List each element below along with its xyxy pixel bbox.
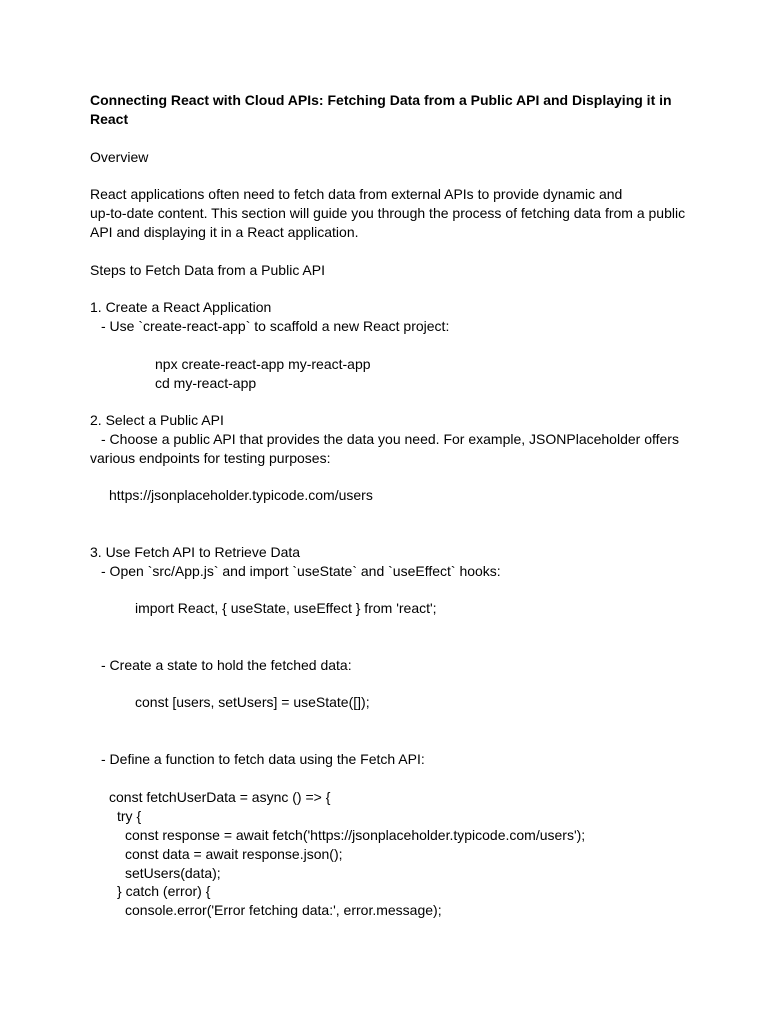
steps-heading: Steps to Fetch Data from a Public API	[90, 262, 325, 278]
overview-heading: Overview	[90, 149, 149, 165]
document-title-line-1: Connecting React with Cloud APIs: Fetching Data from a Public API and Displaying it in	[90, 92, 672, 108]
step-3-bullet-1: - Open `src/App.js` and import `useState` and `useEffect` hooks:	[101, 563, 501, 579]
code-line: const fetchUserData = async () => {	[109, 789, 331, 805]
step-3-bullet-3: - Define a function to fetch data using the Fetch API:	[101, 751, 425, 767]
step-1-bullet: - Use `create-react-app` to scaffold a new React project:	[101, 318, 450, 334]
code-line: const data = await response.json();	[125, 846, 343, 862]
step-1-command-1: npx create-react-app my-react-app	[155, 356, 371, 372]
overview-paragraph-line-1: React applications often need to fetch data from external APIs to provide dynamic and	[90, 186, 623, 202]
step-3-code-import: import React, { useState, useEffect } from 'react';	[135, 600, 437, 616]
step-2-bullet-line-2: various endpoints for testing purposes:	[90, 450, 331, 466]
step-1-title: 1. Create a React Application	[90, 299, 272, 315]
overview-paragraph-line-2: up-to-date content. This section will guide you through the process of fetching data from a public	[90, 205, 686, 221]
code-line: } catch (error) {	[117, 883, 211, 899]
code-line: try {	[117, 808, 142, 824]
code-line: console.error('Error fetching data:', error.message);	[125, 902, 442, 918]
step-2-url: https://jsonplaceholder.typicode.com/users	[109, 487, 373, 503]
step-3-bullet-2: - Create a state to hold the fetched data:	[101, 657, 352, 673]
code-line: setUsers(data);	[125, 865, 221, 881]
step-3-title: 3. Use Fetch API to Retrieve Data	[90, 544, 301, 560]
code-line: const response = await fetch('https://jsonplaceholder.typicode.com/users');	[125, 827, 586, 843]
document-title-line-2: React	[90, 111, 129, 127]
step-2-bullet-line-1: - Choose a public API that provides the data you need. For example, JSONPlaceholder offers	[101, 431, 679, 447]
step-1-command-2: cd my-react-app	[155, 375, 257, 391]
overview-paragraph-line-3: API and displaying it in a React application.	[90, 224, 359, 240]
step-2-title: 2. Select a Public API	[90, 412, 224, 428]
step-3-code-state: const [users, setUsers] = useState([]);	[135, 694, 370, 710]
